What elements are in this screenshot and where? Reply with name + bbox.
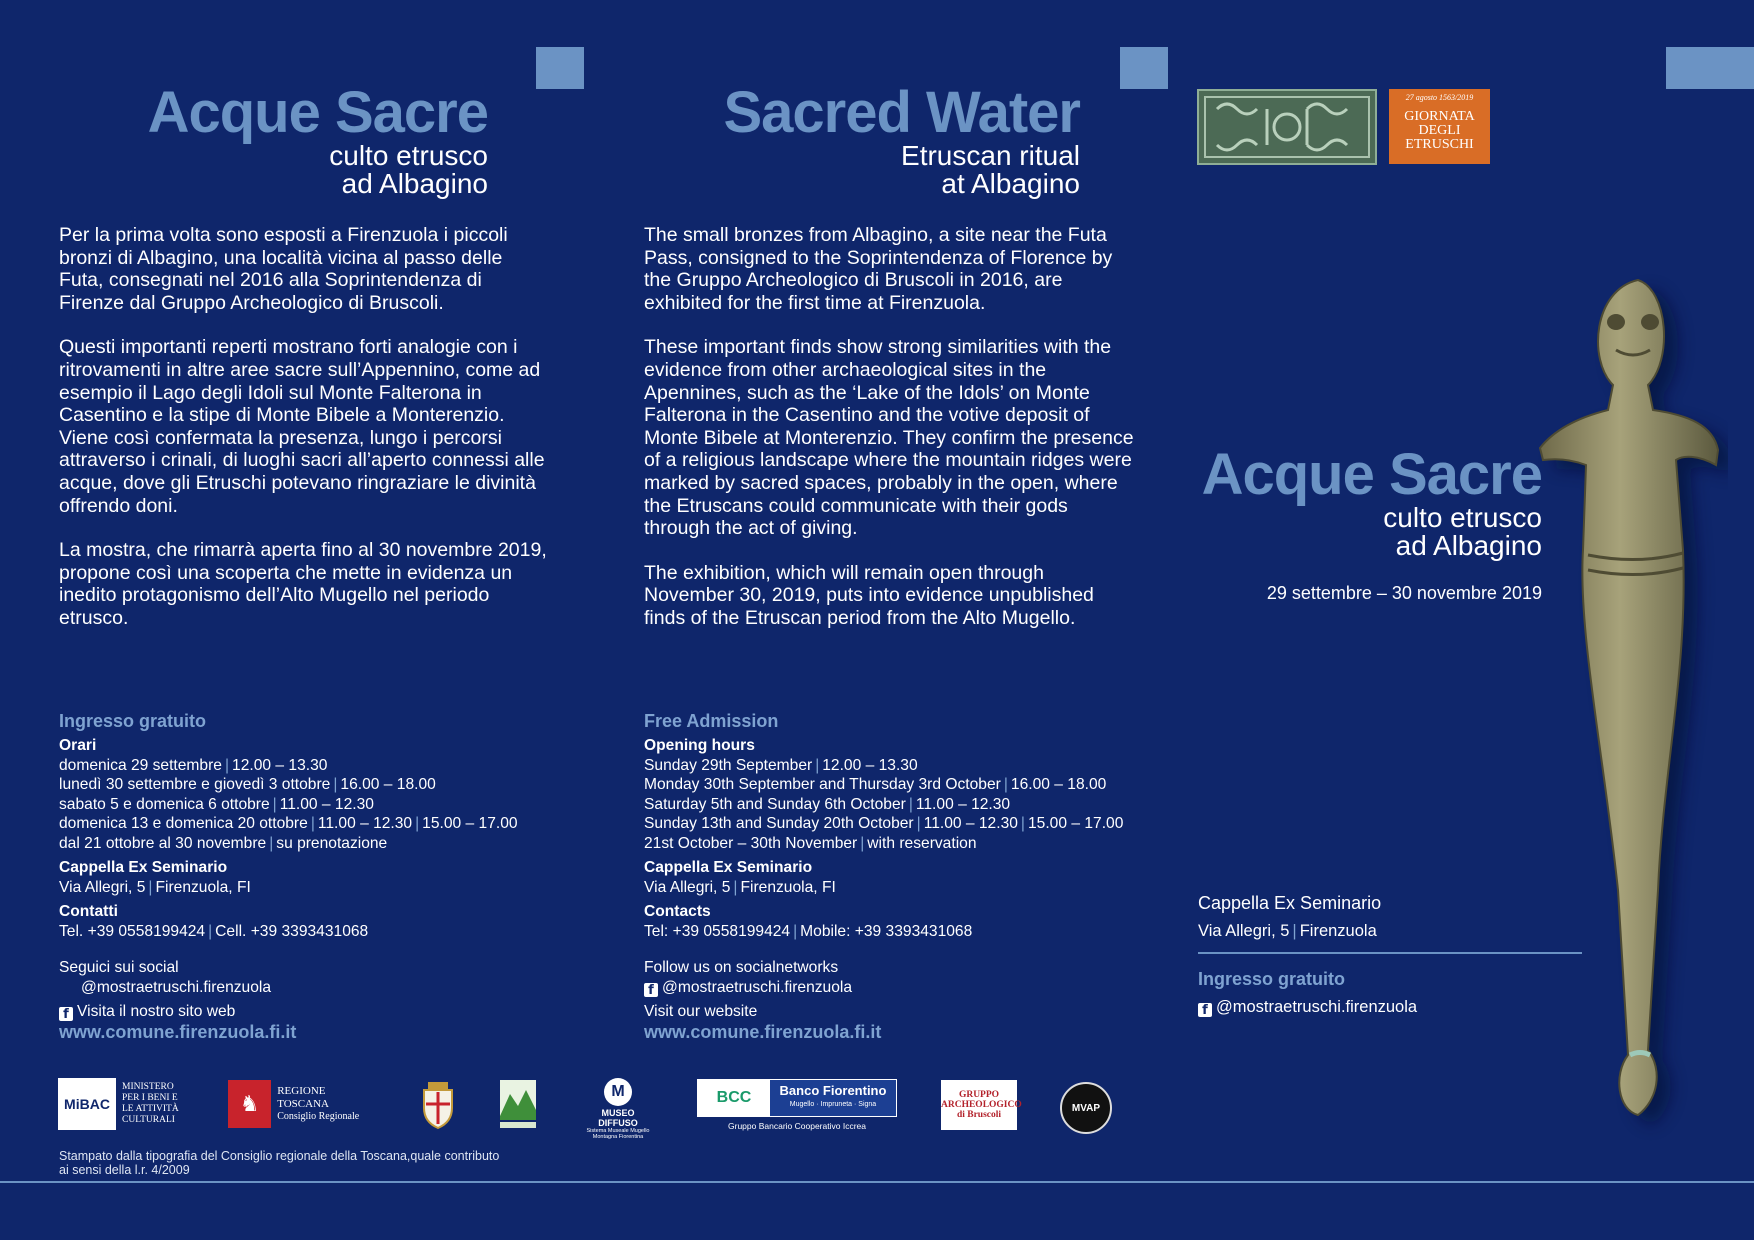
italian-header bbox=[60, 80, 488, 199]
english-hours-row: Monday 30th September and Thursday 3rd October | 16.00 – 18.00 bbox=[644, 776, 1107, 793]
hours-time: 12.00 – 13.30 bbox=[822, 756, 918, 774]
english-social-handle[interactable] bbox=[644, 978, 1164, 998]
italian-hours-row: sabato 5 e domenica 6 ottobre | 11.00 – 12.30 bbox=[59, 795, 374, 813]
italian-social-handle[interactable] bbox=[59, 978, 579, 998]
address-city: Firenzuola bbox=[1299, 922, 1377, 940]
hours-day: Sunday 13th and Sunday 20th October bbox=[644, 815, 914, 832]
hours-day: lunedì 30 settembre e giovedì 3 ottobre bbox=[59, 776, 331, 793]
footnote-line-2: ai sensi della l.r. 4/2009 bbox=[59, 1163, 190, 1177]
italian-paragraph-2: Questi importanti reperti mostrano forti analogie con i ritrovamenti in altre aree sacre sull’Appennino, come ad esempio il Lago degli Idoli sul Monte Falterona in Casentino e la stipe di Monte Bibele a Monterenzio. Viene così confermata la presenza, lungo i percorsi attraverso i crinali, di luoghi sacri all’aperto connessi alle acque, dove gli Etruschi potevano ringraziare le divinità offrendo doni. bbox=[59, 336, 545, 517]
address-street: Via Allegri, 5 bbox=[644, 878, 731, 896]
regione-council: Consiglio Regionale bbox=[277, 1111, 360, 1122]
english-contacts-label: Contacts bbox=[644, 903, 711, 920]
giornata-etruschi-badge bbox=[1389, 89, 1490, 164]
museo-sub: Sistema Museale Mugello Montagna Fiorentina bbox=[586, 1128, 650, 1140]
phone-number: Tel. +39 0558199424 bbox=[59, 922, 206, 940]
museo-name: MUSEO DIFFUSO bbox=[598, 1108, 638, 1128]
footnote-line-1: Stampato dalla tipografia del Consiglio regionale della Toscana,quale contributo bbox=[59, 1149, 500, 1163]
bcc-text bbox=[770, 1080, 896, 1116]
cover-divider bbox=[1198, 952, 1582, 954]
pegasus-icon: ♞ bbox=[228, 1080, 271, 1128]
mibac-mark: MiBAC bbox=[58, 1078, 116, 1130]
bottom-divider bbox=[0, 1181, 1754, 1183]
regione-name: REGIONE TOSCANA bbox=[277, 1085, 329, 1110]
hours-time: 11.00 – 12.30 bbox=[279, 795, 374, 813]
italian-hours-row: lunedì 30 settembre e giovedì 3 ottobre | 16.00 – 18.00 bbox=[59, 776, 436, 793]
english-paragraph-1: The small bronzes from Albagino, a site near the Futa Pass, consigned to the Soprintendenza of Florence by the Gruppo Archeologico di Bruscoli in 2016, are exhibited for the first time at Firenzuola. bbox=[644, 224, 1113, 314]
hours-time: 16.00 – 18.00 bbox=[1010, 776, 1107, 793]
english-hours-row: Sunday 29th September | 12.00 – 13.30 bbox=[644, 756, 918, 774]
bronze-plaque-svg bbox=[1197, 89, 1377, 165]
address-street: Via Allegri, 5 bbox=[1198, 922, 1290, 940]
crest-icon bbox=[420, 1080, 456, 1130]
cover-subtitle-2: ad Albagino bbox=[1395, 530, 1542, 561]
bcc-banner bbox=[697, 1079, 897, 1117]
cover-dates: 29 settembre – 30 novembre 2019 bbox=[1266, 583, 1542, 603]
italian-contacts-label: Contatti bbox=[59, 903, 118, 920]
mibac-text: MINISTERO PER I BENI E LE ATTIVITÀ CULTURALI bbox=[122, 1082, 179, 1125]
italian-title: Acque Sacre bbox=[147, 80, 488, 145]
social-handle-text: @mostraetruschi.firenzuola bbox=[662, 978, 853, 996]
regione-text bbox=[277, 1085, 378, 1123]
english-admission: Free Admission bbox=[644, 711, 779, 731]
cover-address: Via Allegri, 5 | Firenzuola bbox=[1198, 922, 1377, 940]
hours-day: Saturday 5th and Sunday 6th October bbox=[644, 795, 906, 813]
decor-square-1 bbox=[536, 47, 584, 89]
hours-time: su prenotazione bbox=[276, 834, 388, 852]
english-body bbox=[644, 224, 1134, 652]
facebook-icon: f bbox=[1198, 1003, 1212, 1017]
gruppo-line-2: ARCHEOLOGICO bbox=[941, 1100, 1022, 1110]
gruppo-line-3: di Bruscoli bbox=[956, 1110, 1002, 1120]
english-title: Sacred Water bbox=[723, 80, 1080, 145]
bcc-badge: BCC bbox=[698, 1080, 770, 1116]
print-footnote bbox=[59, 1149, 579, 1177]
hours-time: 15.00 – 17.00 bbox=[422, 815, 518, 832]
hours-day: Monday 30th September and Thursday 3rd October bbox=[644, 776, 1001, 793]
regione-toscana-logo bbox=[228, 1080, 378, 1128]
badge-line-3: ETRUSCHI bbox=[1405, 137, 1474, 152]
hours-time: 15.00 – 17.00 bbox=[1027, 815, 1124, 832]
italian-body bbox=[59, 224, 549, 652]
facebook-icon: f bbox=[644, 983, 658, 997]
italian-website-link[interactable]: www.comune.firenzuola.fi.it bbox=[59, 1021, 297, 1042]
english-hours-row: 21st October – 30th November | with reservation bbox=[644, 834, 977, 852]
badge-line-2: DEGLI bbox=[1418, 123, 1461, 138]
italian-venue-address: Via Allegri, 5 | Firenzuola, FI bbox=[59, 878, 251, 896]
gruppo-archeologico-logo bbox=[941, 1080, 1022, 1130]
italian-admission: Ingresso gratuito bbox=[59, 711, 207, 731]
badge-date: 27 agosto 1563/2019 bbox=[1405, 93, 1474, 102]
english-subtitle-2: at Albagino bbox=[941, 168, 1080, 199]
social-handle-text: @mostraetruschi.firenzuola bbox=[81, 978, 272, 996]
italian-paragraph-1: Per la prima volta sono esposti a Firenzuola i piccoli bronzi di Albagino, una località vicina al passo delle Futa, consegnati nel 2016 alla Soprintendenza di Firenze dal Gruppo Archeologico di Bruscoli. bbox=[59, 224, 508, 314]
phone-number: Tel: +39 0558199424 bbox=[644, 922, 791, 940]
web-label-text: Visita il nostro sito web bbox=[77, 1003, 236, 1020]
italian-hours-label: Orari bbox=[59, 737, 97, 754]
cover-venue-block bbox=[1198, 892, 1582, 1018]
mvap-logo bbox=[1060, 1082, 1112, 1134]
english-header bbox=[600, 80, 1080, 199]
italian-paragraph-3: La mostra, che rimarrà aperta fino al 30 novembre 2019, propone così una scoperta che mette in evidenza un inedito protagonismo dell’Alto Mugello nel periodo etrusco. bbox=[59, 539, 547, 629]
english-contacts: Tel: +39 0558199424 | Mobile: +39 3393431068 bbox=[644, 922, 973, 940]
cover-header bbox=[1150, 442, 1542, 604]
mountains-icon bbox=[500, 1080, 536, 1130]
english-hours-label: Opening hours bbox=[644, 737, 755, 754]
english-paragraph-2: These important finds show strong similarities with the evidence from other archaeological sites in the Apennines, such as the ‘Lake of the Idols’ on Monte Falterona in the Casentino and the votive deposit of Monte Bibele at Monterenzio. They confirm the presence of a religious landscape where the mountain ridges were marked by sacred spaces, probably in the open, where the Etruscans could communicate with their gods through the act of giving. bbox=[644, 336, 1134, 540]
english-paragraph-3: The exhibition, which will remain open through November 30, 2019, puts into evidence unpublished finds of the Etruscan period from the Alto Mugello. bbox=[644, 561, 1094, 629]
hours-day: dal 21 ottobre al 30 novembre bbox=[59, 834, 267, 852]
cover-social-handle[interactable] bbox=[1198, 996, 1582, 1018]
decor-square-3 bbox=[1666, 47, 1754, 89]
bcc-area: Mugello · Impruneta · Signa bbox=[789, 1101, 877, 1108]
hours-time: 16.00 – 18.00 bbox=[340, 776, 436, 793]
bcc-banco-fiorentino-logo bbox=[697, 1079, 897, 1131]
hours-time: 11.00 – 12.30 bbox=[915, 795, 1011, 813]
italian-info bbox=[59, 710, 579, 1042]
address-street: Via Allegri, 5 bbox=[59, 878, 146, 896]
italian-contacts: Tel. +39 0558199424 | Cell. +39 3393431068 bbox=[59, 922, 369, 940]
mibac-logo bbox=[58, 1078, 188, 1130]
english-venue-address: Via Allegri, 5 | Firenzuola, FI bbox=[644, 878, 836, 896]
bcc-bank-name: Banco Fiorentino bbox=[779, 1083, 887, 1098]
bronze-plaque-image bbox=[1197, 89, 1377, 165]
english-web-label: Visit our website bbox=[644, 1003, 758, 1020]
cover-venue: Cappella Ex Seminario bbox=[1198, 893, 1382, 913]
hours-time: with reservation bbox=[867, 834, 977, 852]
museo-diffuso-logo bbox=[582, 1078, 654, 1140]
italian-subtitle-2: ad Albagino bbox=[341, 168, 488, 199]
cover-admission: Ingresso gratuito bbox=[1198, 969, 1346, 989]
english-info bbox=[644, 710, 1164, 1042]
hours-time: 11.00 – 12.30 bbox=[923, 815, 1018, 832]
museo-icon: M bbox=[604, 1078, 632, 1106]
address-city: Firenzuola, FI bbox=[155, 878, 251, 896]
hours-time: 12.00 – 13.30 bbox=[232, 756, 328, 774]
italian-venue-label: Cappella Ex Seminario bbox=[59, 859, 228, 876]
mobile-number: Cell. +39 3393431068 bbox=[215, 922, 369, 940]
mvap-text: MVAP bbox=[1071, 1102, 1101, 1114]
facebook-icon[interactable]: f bbox=[59, 1007, 73, 1021]
english-website-link[interactable]: www.comune.firenzuola.fi.it bbox=[644, 1021, 882, 1042]
social-handle-text: @mostraetruschi.firenzuola bbox=[1216, 998, 1418, 1016]
english-subtitle-1: Etruscan ritual bbox=[901, 140, 1080, 171]
comune-crest-logo bbox=[420, 1080, 456, 1130]
gruppo-line-1: GRUPPO bbox=[958, 1090, 1000, 1100]
badge-line-1: GIORNATA bbox=[1404, 109, 1475, 124]
mountains-logo bbox=[500, 1080, 536, 1130]
english-hours-row: Sunday 13th and Sunday 20th October | 11.00 – 12.30 | 15.00 – 17.00 bbox=[644, 815, 1124, 832]
cover-title: Acque Sacre bbox=[1201, 442, 1542, 507]
bcc-group: Gruppo Bancario Cooperativo Iccrea bbox=[728, 1121, 866, 1131]
hours-day: Sunday 29th September bbox=[644, 756, 813, 774]
italian-subtitle-1: culto etrusco bbox=[329, 140, 488, 171]
italian-hours-row: domenica 13 e domenica 20 ottobre | 11.00 – 12.30 | 15.00 – 17.00 bbox=[59, 815, 518, 832]
english-venue-label: Cappella Ex Seminario bbox=[644, 859, 813, 876]
italian-web-label bbox=[59, 1002, 579, 1022]
mobile-number: Mobile: +39 3393431068 bbox=[800, 922, 973, 940]
italian-hours-row: domenica 29 settembre | 12.00 – 13.30 bbox=[59, 756, 328, 774]
cover-subtitle-1: culto etrusco bbox=[1383, 502, 1542, 533]
hours-time: 11.00 – 12.30 bbox=[317, 815, 413, 832]
hours-day: 21st October – 30th November bbox=[644, 834, 858, 852]
english-hours-row: Saturday 5th and Sunday 6th October | 11.00 – 12.30 bbox=[644, 795, 1011, 813]
hours-day: domenica 29 settembre bbox=[59, 756, 222, 774]
hours-day: sabato 5 e domenica 6 ottobre bbox=[59, 795, 270, 813]
italian-social-label: Seguici sui social bbox=[59, 959, 179, 976]
italian-hours-row: dal 21 ottobre al 30 novembre | su prenotazione bbox=[59, 834, 388, 852]
hours-day: domenica 13 e domenica 20 ottobre bbox=[59, 815, 308, 832]
decor-square-2 bbox=[1120, 47, 1168, 89]
address-city: Firenzuola, FI bbox=[740, 878, 836, 896]
english-social-label: Follow us on socialnetworks bbox=[644, 959, 839, 976]
